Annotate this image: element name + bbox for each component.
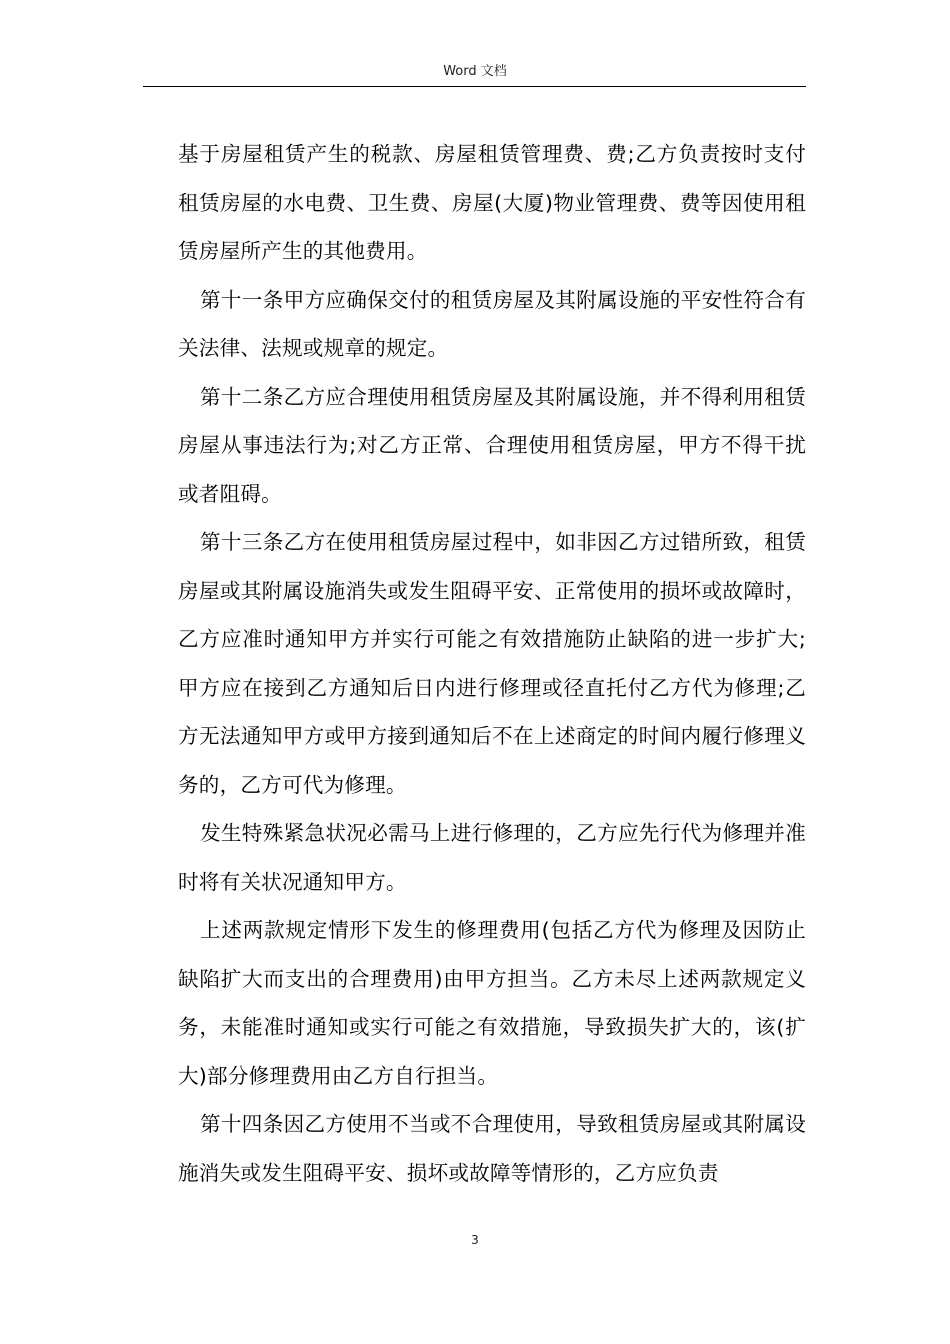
paragraph-article-12: 第十二条乙方应合理使用租赁房屋及其附属设施，并不得利用租赁房屋从事违法行为;对乙方正常、合理使用租赁房屋，甲方不得干扰或者阻碍。 [178, 384, 806, 506]
page-number: 3 [471, 1233, 479, 1247]
page-header: Word 文档 [443, 64, 507, 79]
paragraph-repair-costs: 上述两款规定情形下发生的修理费用(包括乙方代为修理及因防止缺陷扩大而支出的合理费用)由甲方担当。乙方未尽上述两款规定义务，未能准时通知或实行可能之有效措施，导致损失扩大的，该(扩大)部分修理费用由乙方自行担当。 [178, 918, 806, 1088]
paragraph-article-14: 第十四条因乙方使用不当或不合理使用，导致租赁房屋或其附属设施消失或发生阻碍平安、损坏或故障等情形的，乙方应负责 [178, 1112, 806, 1185]
paragraph-continuation: 基于房屋租赁产生的税款、房屋租赁管理费、费;乙方负责按时支付租赁房屋的水电费、卫生费、房屋(大厦)物业管理费、费等因使用租赁房屋所产生的其他费用。 [178, 142, 806, 263]
paragraph-emergency-repair: 发生特殊紧急状况必需马上进行修理的，乙方应先行代为修理并准时将有关状况通知甲方。 [178, 821, 806, 894]
header-divider [143, 86, 806, 87]
paragraph-article-11: 第十一条甲方应确保交付的租赁房屋及其附属设施的平安性符合有关法律、法规或规章的规定。 [178, 287, 806, 360]
document-body [178, 130, 806, 1197]
paragraph-article-13: 第十三条乙方在使用租赁房屋过程中，如非因乙方过错所致，租赁房屋或其附属设施消失或发生阻碍平安、正常使用的损坏或故障时，乙方应准时通知甲方并实行可能之有效措施防止缺陷的进一步扩大;甲方应在接到乙方通知后日内进行修理或径直托付乙方代为修理;乙方无法通知甲方或甲方接到通知后不在上述商定的时间内履行修理义务的，乙方可代为修理。 [178, 530, 806, 797]
